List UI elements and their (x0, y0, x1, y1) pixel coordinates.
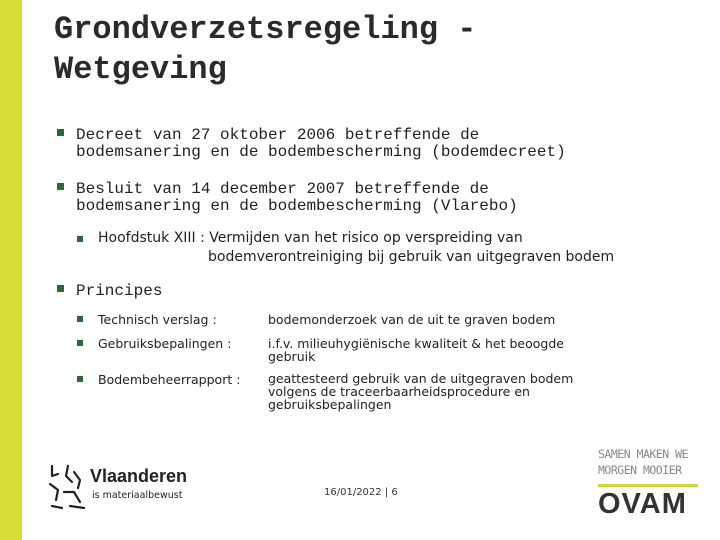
title-line-2: Wetgeving (54, 51, 227, 88)
sub-bullet-square-icon (77, 376, 83, 382)
bullet-square-icon (57, 183, 64, 190)
bullet-square-icon (57, 285, 64, 292)
sub-bullet-square-icon (77, 236, 83, 242)
accent-side-bar (0, 0, 22, 540)
date-page-number: 16/01/2022 | 6 (324, 487, 398, 498)
ovam-accent-line (598, 484, 698, 487)
hoofdstuk-line-1: Hoofdstuk XIII : Vermijden van het risico op verspreiding van (98, 230, 523, 246)
principe-value-line: gebruik (268, 349, 316, 364)
principe-value-line: i.f.v. milieuhygiënische kwaliteit & het beoogde (268, 336, 564, 351)
principe-value-line: gebruiksbepalingen (268, 397, 392, 412)
ovam-logo: OVAM (598, 488, 687, 520)
sub-bullet-hoofdstuk (98, 229, 658, 267)
principe-value-technisch-verslag (268, 313, 608, 326)
ovam-slogan-line-1: SAMEN MAKEN WE (598, 447, 688, 461)
principe-value-line: bodemonderzoek van de uit te graven bodem (268, 312, 556, 327)
ovam-slogan-line-2: MORGEN MOOIER (598, 463, 682, 477)
bullet-principes (76, 283, 162, 300)
principes-heading: Principes (76, 282, 163, 300)
principe-label-technisch-verslag: Technisch verslag : (98, 312, 217, 327)
principe-value-gebruiksbepalingen (268, 337, 608, 363)
sub-bullet-square-icon (77, 316, 83, 322)
bullet-besluit (76, 181, 518, 215)
hoofdstuk-line-2: bodemverontreiniging bij gebruik van uitgegraven bodem (208, 249, 615, 265)
sub-bullet-square-icon (77, 340, 83, 346)
ovam-slogan (598, 446, 688, 478)
vlaanderen-tagline: is materiaalbewust (92, 490, 183, 501)
bullet-decreet-line-2: bodemsanering en de bodembescherming (bodemdecreet) (76, 143, 566, 161)
vlaanderen-name: Vlaanderen (90, 466, 188, 486)
principe-value-line: volgens de traceerbaarheidsprocedure en (268, 384, 530, 399)
title-line-1: Grondverzetsregeling - (54, 11, 477, 48)
bullet-besluit-line-2: bodemsanering en de bodembescherming (Vlarebo) (76, 197, 518, 215)
slide-title (54, 10, 476, 90)
principe-label-bodembeheerrapport: Bodembeheerrapport : (98, 372, 241, 387)
bullet-decreet (76, 127, 566, 161)
bullet-besluit-line-1: Besluit van 14 december 2007 betreffende de (76, 180, 489, 198)
bullet-square-icon (57, 129, 64, 136)
bullet-decreet-line-1: Decreet van 27 oktober 2006 betreffende de (76, 126, 480, 144)
principe-value-line: geattesteerd gebruik van de uitgegraven bodem (268, 371, 574, 386)
principe-label-gebruiksbepalingen: Gebruiksbepalingen : (98, 336, 232, 351)
principe-value-bodembeheerrapport (268, 372, 608, 411)
